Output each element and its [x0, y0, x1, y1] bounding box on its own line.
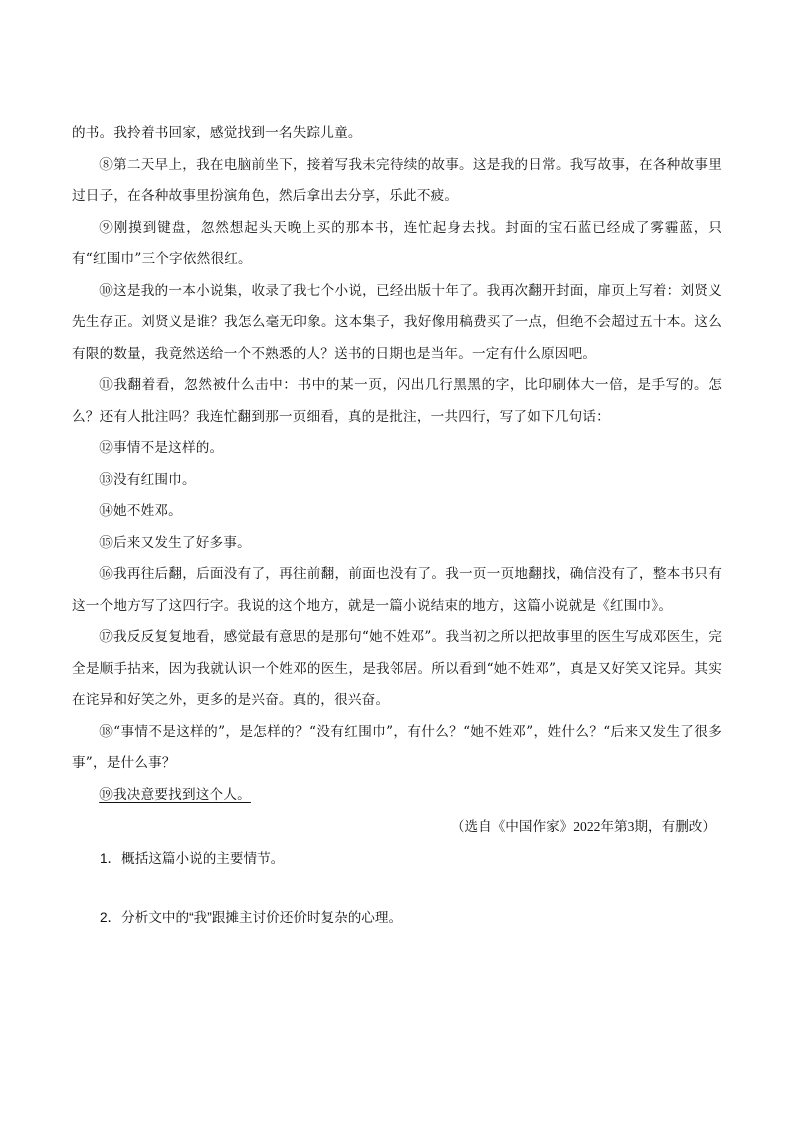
- question-1: 1．概括这篇小说的主要情节。: [100, 850, 285, 866]
- story-paragraph: ⑩这是我的一本小说集，收录了我七个小说，已经出版十年了。我再次翻开封面，扉页上写着：刘贤义先生存正。刘贤义是谁？我怎么毫无印象。这本集子，我好像用稿费买了一点，但绝不会超过五十本。这么有限的数量，我竟然送给一个不熟悉的人？送书的日期也是当年。一定有什么原因吧。: [72, 282, 722, 362]
- story-paragraph: ⑰我反反复复地看，感觉最有意思的是那句“她不姓邓”。我当初之所以把故事里的医生写成邓医生，完全是顺手拈来，因为我就认识一个姓邓的医生，是我邻居。所以看到“她不姓邓”，真是又好笑又诧异。其实在诧异和好笑之外，更多的是兴奋。真的，很兴奋。: [72, 629, 722, 708]
- story-paragraph: ⑪我翻着看，忽然被什么击中：书中的某一页，闪出几行黑黑的字，比印刷体大一倍，是手写的。怎么？还有人批注吗？我连忙翻到那一页细看，真的是批注，一共四行，写了如下几句话：: [72, 377, 722, 425]
- story-paragraph: ⑬没有红围巾。: [99, 471, 196, 488]
- source-citation: （选自《中国作家》2022年第3期，有删改）: [450, 819, 716, 834]
- document-page: [72, 118, 722, 934]
- story-paragraph: ⑫事情不是这样的。: [99, 440, 224, 456]
- story-paragraph: ⑭她不姓邓。: [99, 503, 182, 519]
- story-paragraph: ⑮后来又发生了好多事。: [99, 534, 251, 551]
- story-body: [72, 118, 722, 811]
- story-paragraph: ⑱“事情不是这样的”，是怎样的？“没有红围巾”，有什么？“她不姓邓”，姓什么？“后来又发生了很多事”，是什么事？: [72, 723, 722, 771]
- story-paragraph: ⑯我再往后翻，后面没有了，再往前翻，前面也没有了。我一页一页地翻找，确信没有了，整本书只有这一个地方写了这四行字。我说的这个地方，就是一篇小说结束的地方，这篇小说就是《红围巾》。: [72, 566, 722, 614]
- story-paragraph: ⑲我决意要找到这个人。: [99, 786, 251, 803]
- question-2: 2．分析文中的“我”跟摊主讨价还价时复杂的心理。: [100, 910, 403, 925]
- story-paragraph: ⑧第二天早上，我在电脑前坐下，接着写我未完待续的故事。这是我的日常。我写故事，在各种故事里过日子，在各种故事里扮演角色，然后拿出去分享，乐此不疲。: [72, 156, 722, 204]
- story-paragraph: ⑨刚摸到键盘，忽然想起头天晚上买的那本书，连忙起身去找。封面的宝石蓝已经成了雾霾蓝，只有“红围巾”三个字依然很红。: [72, 219, 722, 267]
- story-paragraph: 的书。我拎着书回家，感觉找到一名失踪儿童。: [72, 125, 362, 141]
